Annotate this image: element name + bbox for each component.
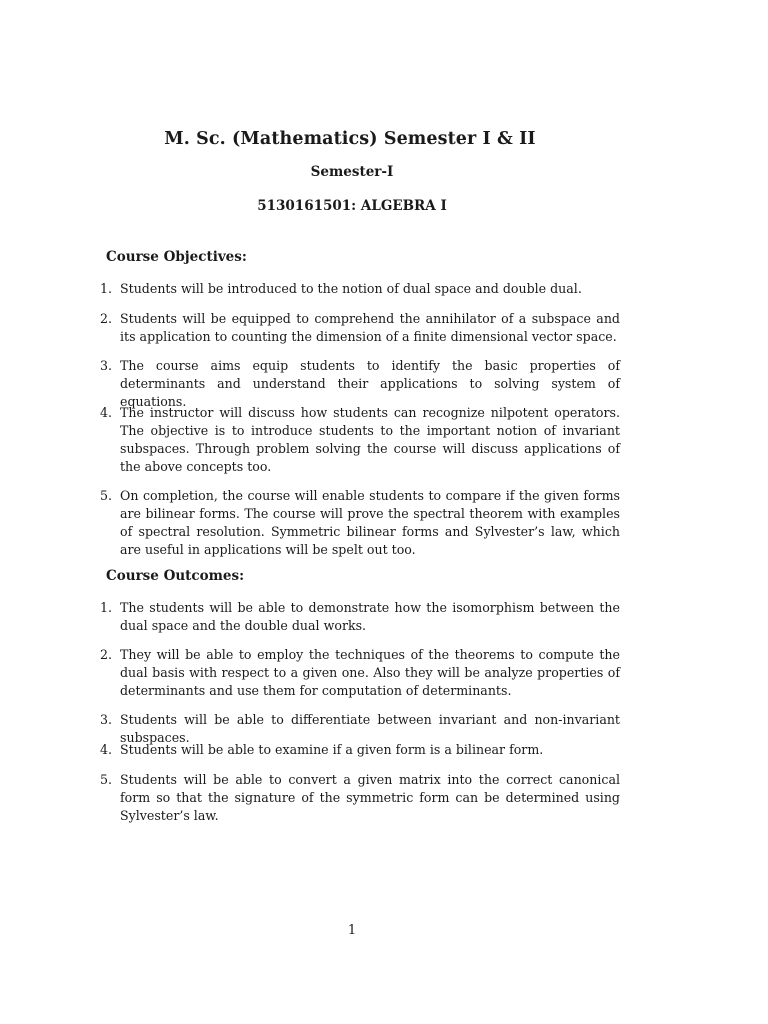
objective-text: Students will be introduced to the notion of dual space and double dual.	[120, 281, 582, 296]
outcome-number: 5.	[100, 772, 113, 787]
outcome-text: Students will be able to convert a given matrix into the correct canonical form so that the signature of the symmetric form can be determined using Sylvester’s law.	[120, 772, 620, 823]
objective-number: 5.	[100, 488, 113, 503]
outcome-item	[100, 646, 620, 700]
objective-number: 3.	[100, 358, 113, 373]
outcome-number: 2.	[100, 647, 113, 662]
objective-text: The instructor will discuss how students can recognize nilpotent operators. The objective is to introduce students to the important notion of invariant subspaces. Through problem solving the course will discuss applications of the above concepts too.	[120, 405, 620, 474]
objective-number: 1.	[100, 281, 113, 296]
objective-item	[100, 404, 620, 476]
course-objectives-heading: Course Objectives:	[106, 249, 247, 265]
outcome-number: 3.	[100, 712, 113, 727]
objective-text: On completion, the course will enable students to compare if the given forms are bilinear forms. The course will prove the spectral theorem with examples of spectral resolution. Symmetric bilinear forms and Sylvester’s law, which are useful in applications will be spelt out too.	[120, 488, 620, 557]
outcome-text: The students will be able to demonstrate how the isomorphism between the dual space and the double dual works.	[120, 600, 620, 633]
outcome-text: Students will be able to examine if a given form is a bilinear form.	[120, 742, 544, 757]
outcome-number: 1.	[100, 600, 113, 615]
objective-item	[100, 357, 620, 411]
objective-item	[100, 280, 620, 298]
outcome-number: 4.	[100, 742, 113, 757]
semester-heading: Semester-I	[310, 164, 394, 180]
outcome-text: Students will be able to differentiate between invariant and non-invariant subspaces.	[120, 712, 620, 745]
course-outcomes-heading: Course Outcomes:	[106, 568, 245, 584]
objective-item	[100, 310, 620, 346]
objective-text: The course aims equip students to identify the basic properties of determinants and understand their applications to solving system of equations.	[120, 358, 620, 409]
objective-item	[100, 487, 620, 559]
objective-number: 2.	[100, 311, 113, 326]
course-code-heading: 5130161501: ALGEBRA I	[257, 198, 447, 214]
document-title: M. Sc. (Mathematics) Semester I & II	[164, 129, 536, 149]
outcome-item	[100, 741, 620, 759]
objective-number: 4.	[100, 405, 113, 420]
outcome-item	[100, 771, 620, 825]
page-number: 1	[347, 923, 357, 938]
objective-text: Students will be equipped to comprehend the annihilator of a subspace and its application to counting the dimension of a finite dimensional vector space.	[120, 311, 620, 344]
outcome-text: They will be able to employ the techniques of the theorems to compute the dual basis with respect to a given one. Also they will be analyze properties of determinants and use them for computation of determinants.	[120, 647, 620, 698]
outcome-item	[100, 599, 620, 635]
